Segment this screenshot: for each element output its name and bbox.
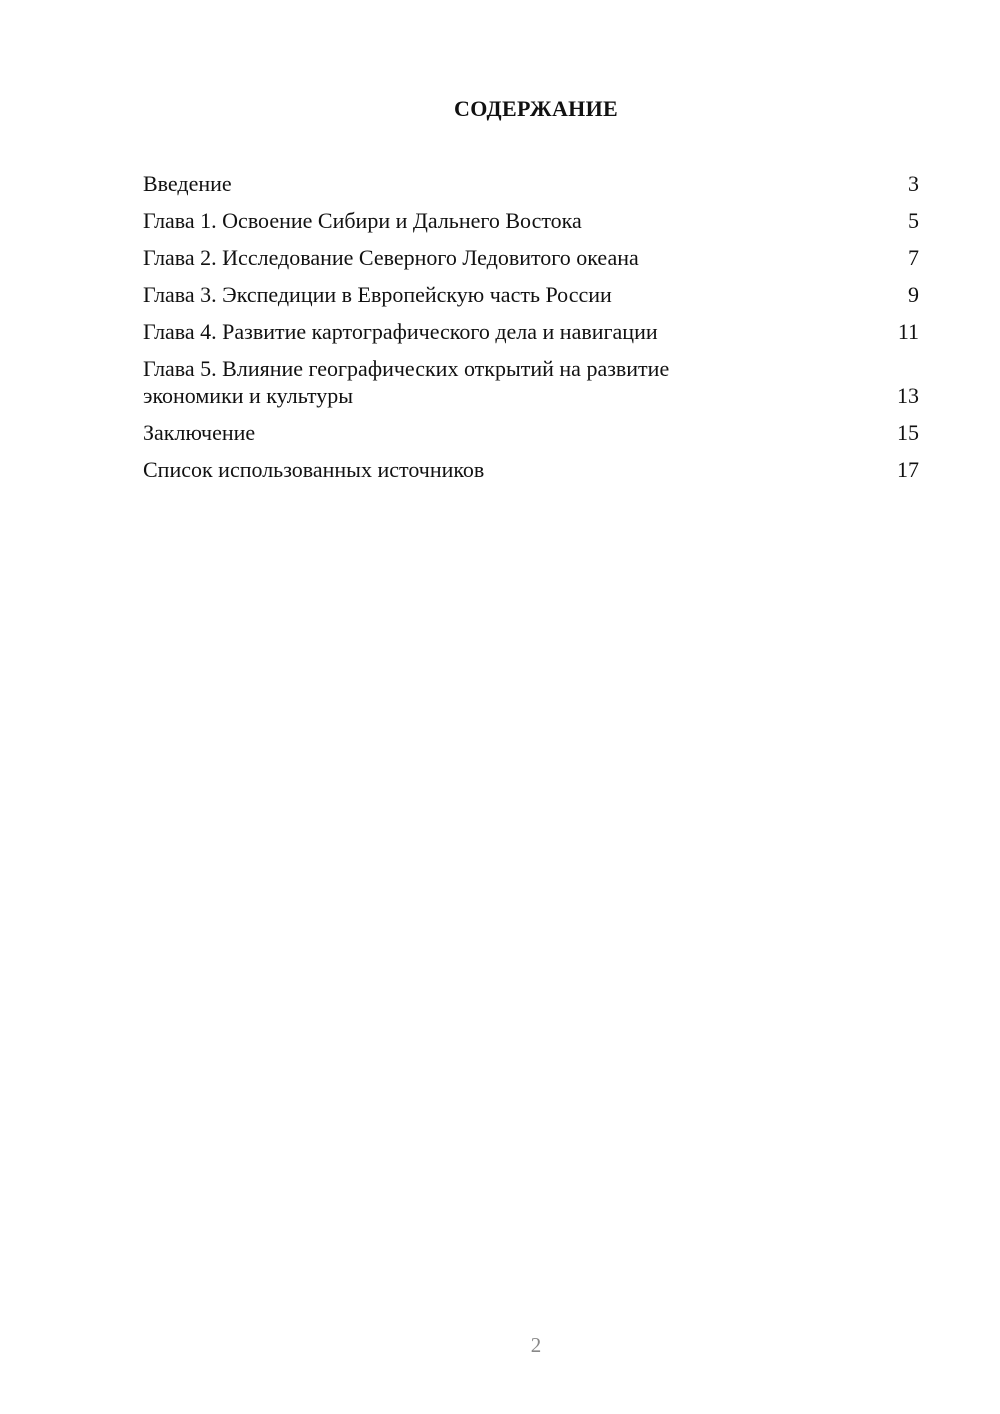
toc-entry-introduction: [143, 170, 919, 197]
toc-entry-page: 17: [897, 457, 919, 482]
toc-entry-page: 7: [908, 245, 919, 270]
toc-entry-label: Введение: [143, 171, 232, 196]
toc-entry-references: [143, 456, 919, 483]
toc-entry-page: 15: [897, 420, 919, 445]
toc-entry-label: Заключение: [143, 420, 256, 445]
toc-list: [143, 170, 919, 493]
toc-entry-page: 11: [897, 319, 919, 344]
toc-entry-page: 9: [908, 282, 919, 307]
toc-title: СОДЕРЖАНИЕ: [454, 96, 618, 121]
toc-entry-label: Глава 5. Влияние географических открытий на развитие экономики и культуры: [143, 356, 670, 408]
toc-entry-page: 13: [897, 383, 919, 408]
toc-entry-chapter-4: [143, 318, 919, 345]
toc-entry-chapter-2: [143, 244, 919, 271]
toc-entry-chapter-1: [143, 207, 919, 234]
toc-entry-chapter-3: [143, 281, 919, 308]
toc-entry-label: Глава 4. Развитие картографического дела и навигации: [143, 319, 658, 344]
toc-entry-label: Глава 3. Экспедиции в Европейскую часть России: [143, 282, 612, 307]
page-number: 2: [530, 1333, 542, 1357]
toc-entry-label: Глава 2. Исследование Северного Ледовитого океана: [143, 245, 639, 270]
toc-entry-label: Список использованных источников: [143, 457, 485, 482]
toc-entry-conclusion: [143, 419, 919, 446]
toc-entry-chapter-5: [143, 355, 919, 409]
toc-entry-page: 3: [908, 171, 919, 196]
toc-entry-label: Глава 1. Освоение Сибири и Дальнего Востока: [143, 208, 582, 233]
toc-entry-page: 5: [908, 208, 919, 233]
